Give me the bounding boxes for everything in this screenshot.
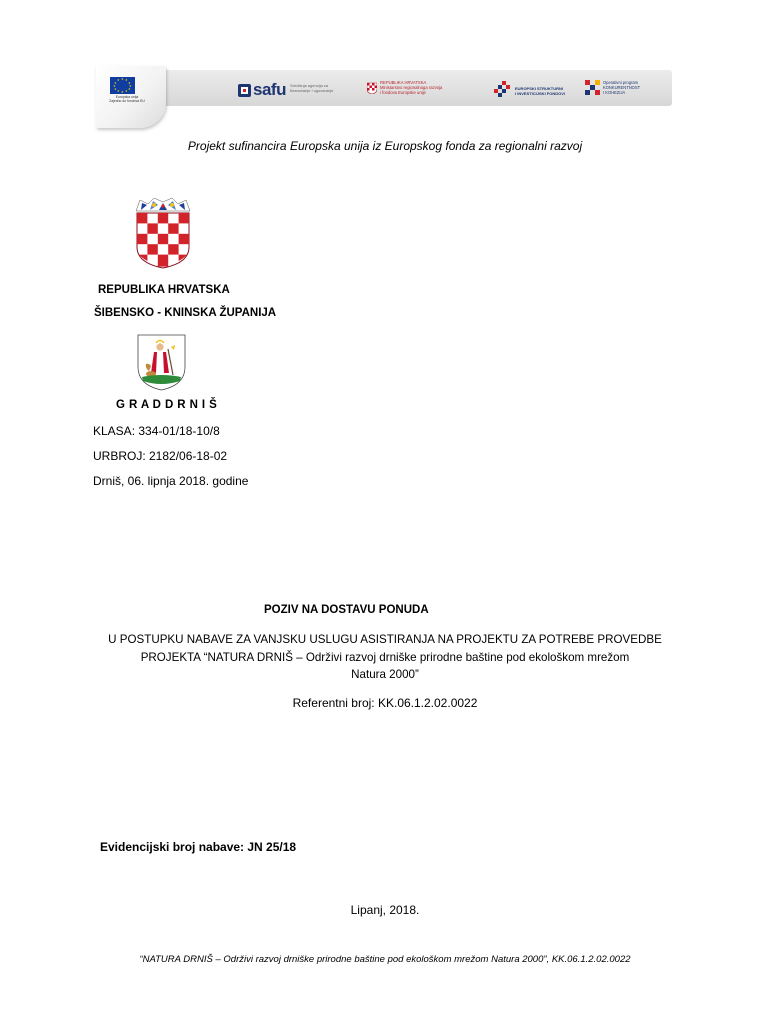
issuer-city: G R A D D R N I Š [116,399,218,411]
procurement-number: Evidencijski broj nabave: JN 25/18 [100,840,297,854]
issue-date: Lipanj, 2018. [350,903,420,917]
subtitle-line-2: PROJEKTA “NATURA DRNIŠ – Održivi razvoj drniške prirodne baštine pod ekološkom mrežom [140,651,630,664]
safu-logo-icon [238,84,251,97]
reference-number: Referentni broj: KK.06.1.2.02.0022 [292,696,478,710]
subtitle-line-3: Natura 2000” [351,668,419,681]
safu-subtitle: Središnja agencija za financiranje i ugovaranje [290,83,334,93]
subtitle-line-1: U POSTUPKU NABAVE ZA VANJSKU USLUGU ASISTIRANJA NA PROJEKTU ZA POTREBE PROVEDBE [108,633,662,646]
issuer-county: ŠIBENSKO - KNINSKA ŽUPANIJA [94,307,277,319]
eu-logo-caption: Europska unija Zajedno do fondova EU [109,95,145,103]
urbroj: URBROJ: 2182/06-18-02 [93,449,228,463]
date-place: Drniš, 06. lipnja 2018. godine [93,474,249,488]
esif-logo-text: EUROPSKI STRUKTURNI I INVESTICIJSKI FONDOVI [515,86,566,96]
op-logo-text: Operativni program KONKURENTNOST I KOHEZIJA [603,80,641,95]
page-footer: “NATURA DRNIŠ – Održivi razvoj drniške prirodne baštine pod ekološkom mrežom Natura 2000”, KK.06.1.2.02.0022 [139,954,631,965]
ministry-logo-text: REPUBLIKA HRVATSKA Ministarstvo regionalnoga razvoja i fondova Europske unije [380,80,443,95]
op-logo-icon [585,80,600,96]
issuer-country: REPUBLIKA HRVATSKA [98,284,230,296]
eu-flag-icon: ★ ★ ★ ★ ★ ★ ★ ★ ★ ★ ★ ★ [110,77,135,94]
esif-logo-icon [492,81,512,98]
cofinancing-note: Projekt sufinancira Europska unija iz Europskog fonda za regionalni razvoj [187,139,583,153]
klasa: KLASA: 334-01/18-10/8 [93,424,220,438]
safu-logo-text: safu [253,80,286,99]
drnis-coat-of-arms-icon [136,333,187,391]
croatia-shield-small-icon [367,81,377,94]
document-title: POZIV NA DOSTAVU PONUDA [264,604,429,616]
croatia-coat-of-arms-icon [134,197,192,269]
